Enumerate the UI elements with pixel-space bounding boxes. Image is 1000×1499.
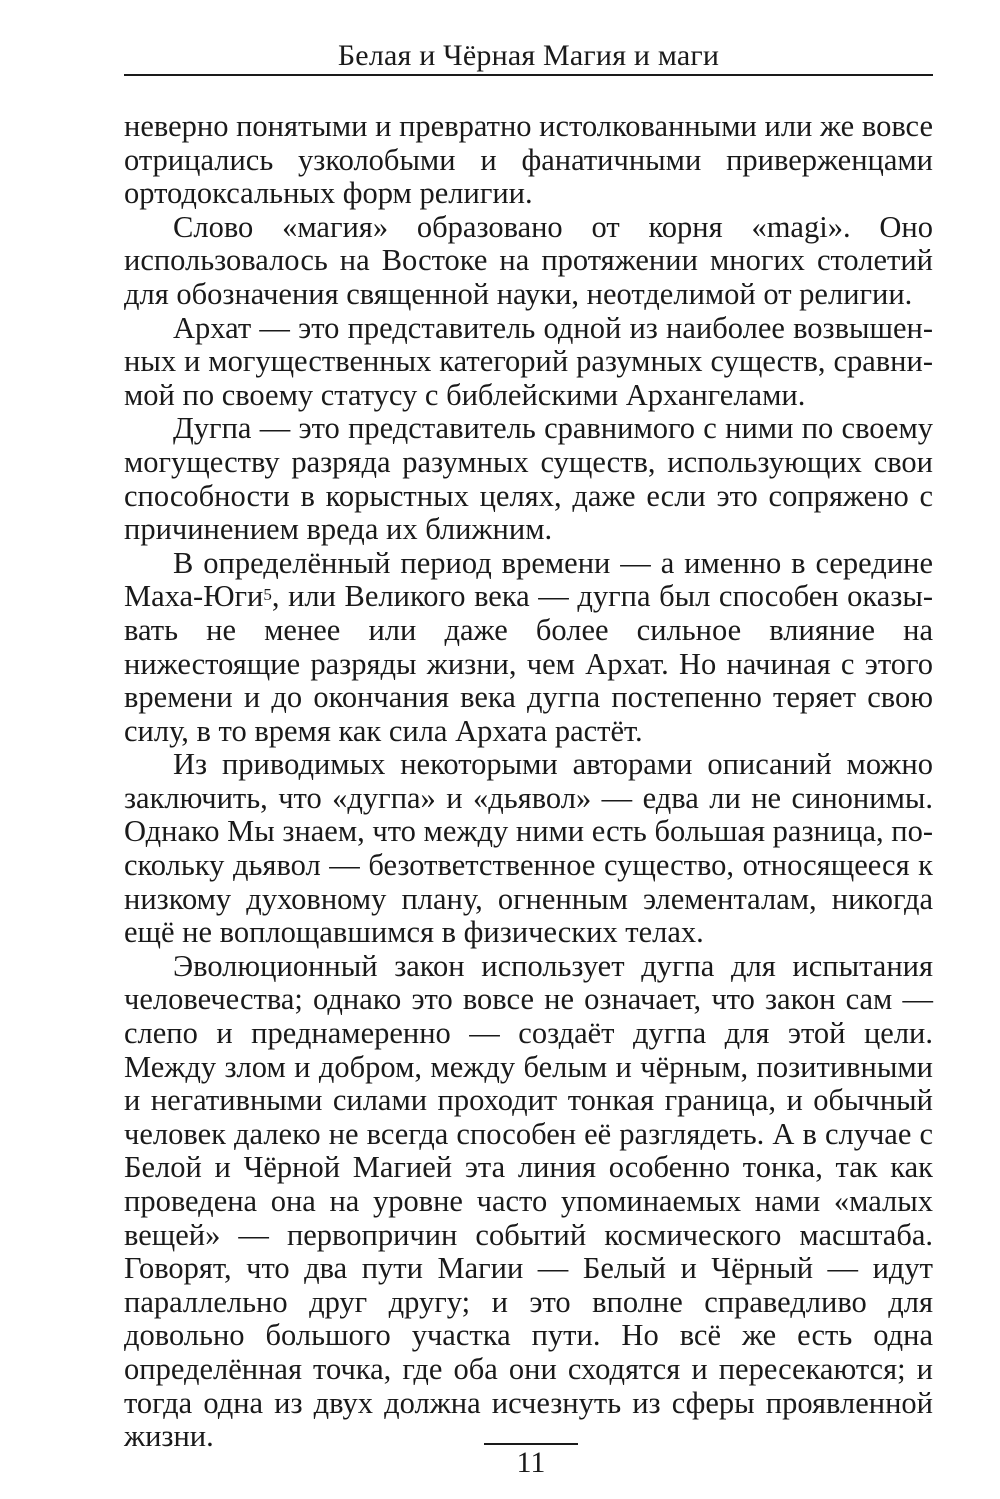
footnote-marker: 5 (263, 585, 272, 605)
paragraph-magic-definition: Слово «магия» образовано от корня «magi». Оно использовалось на Востоке на протяжении многих столетий для обозначения священной науки, неотделимой от религии. (124, 209, 933, 311)
paragraph-maha-yuga-text-before: В определённый период времени — а именно в середине Маха-Юги (124, 545, 933, 614)
paragraph-arhat: Архат — это представитель одной из наиболее возвышенных и могущественных категорий разумных существ, сравнимой по своему статусу с библейскими Архангелами. (124, 310, 933, 412)
paragraph-maha-yuga-text-after: , или Великого века — дугпа был способен оказывать не менее или даже более сильное влияние на нижестоящие разряды жизни, чем Архат. Но начиная с этого времени и до окончания века дугпа постепенно теряет свою силу, в то время как сила Архата растёт. (124, 579, 933, 748)
footer-rule (484, 1443, 578, 1445)
body-text (124, 110, 933, 1454)
page-number: 11 (516, 1446, 546, 1479)
header-rule (124, 74, 933, 76)
paragraph-dugpa: Дугпа — это представитель сравнимого с ними по своему могуществу разряда разумных существ, использующих свои способности в корыстных целях, даже если это сопряжено с причинением вреда их ближним. (124, 411, 933, 547)
paragraph-evolutionary-law: Эволюционный закон использует дугпа для испытания человечества; однако это вовсе не означает, что закон сам — слепо и преднамеренно — создаёт дугпа для этой цели. Между злом и добром, между белым и чёрным, позитивными и негативными силами проходит тонкая граница, и обычный человек далеко не всегда способен её разглядеть. А в случае с Белой и Чёрной Магией эта линия особенно тонка, так как проведена она на уровне часто упоминаемых нами «малых вещей» — первопричин событий космического масштаба. Говорят, что два пути Магии — Белый и Чёрный — идут параллельно друг другу; и это вполне справедливо для довольно большого участка пути. Но всё же есть одна определённая точка, где оба они сходятся и пересекаются; и тогда одна из двух должна исчезнуть из сферы проявленной жизни. (124, 948, 933, 1454)
running-head-title: Белая и Чёрная Магия и маги (337, 39, 720, 72)
paragraph-maha-yuga (124, 547, 933, 749)
paragraph-dugpa-devil: Из приводимых некоторыми авторами описаний можно заключить, что «дугпа» и «дьявол» — едва ли не синонимы. Однако Мы знаем, что между ними есть большая разница, поскольку дьявол — безответственное существо, относящееся к низкому духовному плану, огненным элементалам, никогда ещё не воплощавшимся в физических телах. (124, 747, 933, 950)
paragraph-continued: неверно понятыми и превратно истолкованными или же вовсе отрицались узколобыми и фанатичными приверженцами ортодоксальных форм религии. (124, 109, 933, 211)
